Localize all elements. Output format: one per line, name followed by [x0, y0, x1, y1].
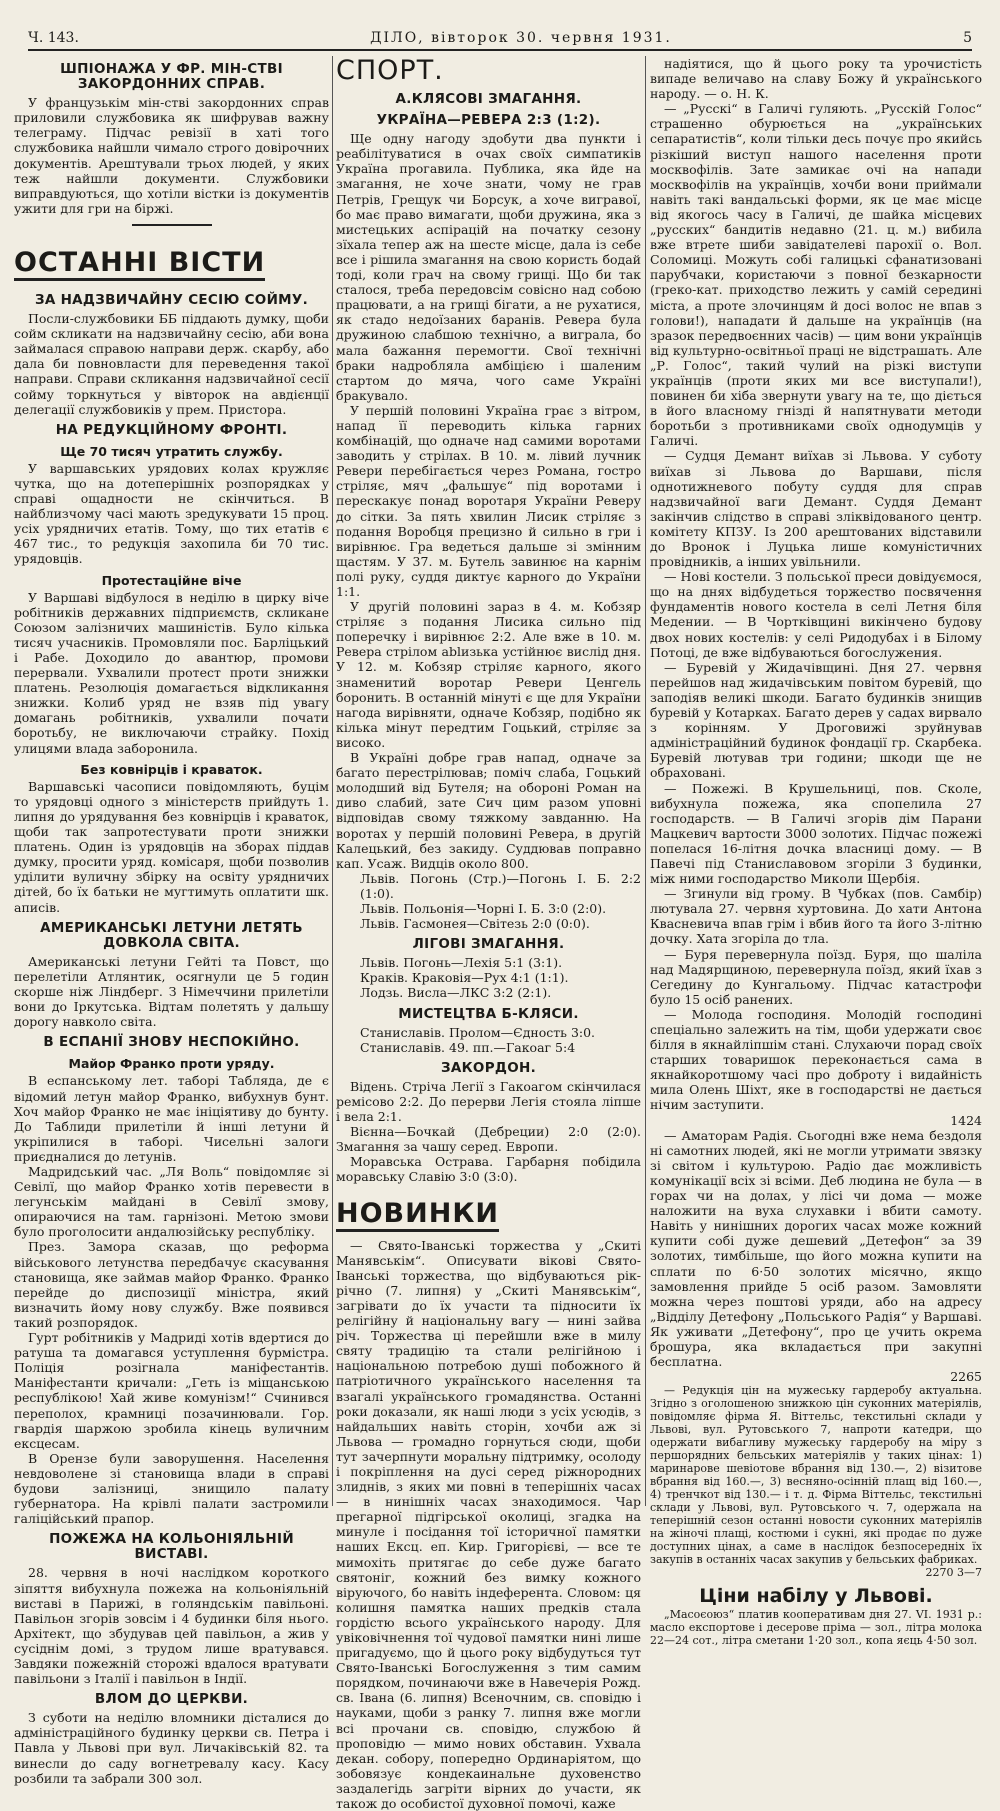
article-title: МИСТЕЦТВА Б-КЛЯСИ.	[398, 1005, 579, 1022]
column-rule-2	[645, 56, 646, 1506]
prices-text: „Масоєоюз“ платив кооперативам дня 27. VI. 1931 р.: масло експортове і десерове пріма — зол., літра молока 22—24 сот., літра сметани 1·20 зол., копа яєць 4·50 зол.	[650, 1608, 982, 1648]
result-line: Станиславів. 49. пп.—Гакоаг 5:4	[360, 1039, 576, 1055]
article-text: В Орензе були заворушення. Населення невдоволене зі становища влади в справі будови залізниці, знищило палату губернатора. На крівлі палати застромили галіційський прапор.	[14, 1450, 329, 1527]
section-title-sport: СПОРТ.	[336, 55, 444, 86]
result-line: Львів. Погонь (Стр.)—Погонь І. Б. 2:2 (1:0).	[360, 870, 641, 901]
article-title: А.КЛЯСОВІ ЗМАГАННЯ.	[395, 91, 582, 107]
article-text: У варшавських урядових колах кружляє чутка, що на дотеперішніх розпорядках у справі ощадности не скінчиться. В найблизчому часі мають зредукувати 15 проц. усіх урядничих етатів. Тому, що тих етатів є 467 тис., то редукція захопила би 70 тис. урядовців.	[14, 460, 329, 567]
result-line: Станиславів. Пролом—Єдность 3:0.	[360, 1024, 596, 1040]
masthead: ДІЛО, вівторок 30. червня 1931.	[370, 30, 672, 46]
prices-title: Ціни набілу у Львові.	[699, 1585, 933, 1608]
article-text: Американські летуни Гейті та Повст, що перелетіли Атлянтик, осягнули це 5 годин скорше ніж Ліндберг. З Німеччини прилетіли вони до Іркутська. Відтам полетять у дальшу дорогу навколо світа.	[14, 953, 329, 1030]
article-text: надіятися, що й цього року та урочистість випаде величаво на славу Божу й українського народу. — о. Н. К.	[650, 56, 982, 102]
article-title: ШПІОНАЖА У ФР. МІН-СТВІ ЗАКОРДОННИХ СПРАВ.	[60, 61, 283, 93]
article-subtitle: Протестаційне віче	[101, 572, 242, 588]
article-title: В ЕСПАНІЇ ЗНОВУ НЕСПОКІЙНО.	[43, 1034, 300, 1051]
article-text: Моравська Острава. Гарбарня побідила моравську Славію 3:0 (3:0).	[336, 1154, 641, 1185]
article-text: В еспанському лет. таборі Таблядa, де є відомий летун майор Франко, вибухнув бунт. Хоч майор Франко не має ініціятиву до бунту. До Таблиди прилетіли й інші летуни й укріпилися в таборі. Чисельні залоги приєдналися до летунів.	[14, 1073, 329, 1164]
page-number-right: 5	[963, 30, 972, 46]
article-subtitle: Без ковнірців і краваток.	[80, 761, 263, 777]
column-1	[14, 56, 329, 1786]
article-subtitle: Ще 70 тисяч утратить службу.	[60, 443, 283, 459]
column-2	[336, 55, 641, 1811]
news-item: — „Русскі“ в Галичі гуляють. „Русскій Голос“ страшенно обурюється на „українських сепаратистів“, коли тільки десь почує про якийсь різкіший виступ нашого населення проти москвофілів. Зате замикає очі на напади москвофілів на українців, хочби вони приймали навіть такі вандальські форми, як це має місце від якогось часу в Галичі, де шайка місцевих „русских“ бандитів недавно (21. ц. м.) вибила вже втрете шиби завідателеві парохії о. Вол. Соломиці. Можуть собі галицькі сфанатизовані парубчаки, користаючи з повної безкарности (греко-кат. приходство лежить у самій середині міста, а проте злочинцям й досі волос не впав з голови!), нападати й дальше на українців (на зразок передвоєнних часів) — цим вони українців від культурно-освітньої праці не відстрашать. Але „Р. Голос“, такий чулий на різкі виступи українців (проти яких ми все виступали!), повинен би хіба звернути увагу на те, що діється в його власному гнізді й напятнувати методи боротьби з противниками своїх однодумців у Галичі.	[650, 101, 982, 449]
column-3	[650, 56, 982, 1648]
article-title: ВЛОМ ДО ЦЕРКВИ.	[94, 1691, 249, 1708]
column-rule-1	[332, 56, 333, 1506]
article-text: У першій половині Україна грає з вітром, напад її переводить кілька гарних комбінацій, що одначе над самими воротами заводить у стрілах. В 10. м. лівий лучник Ревери перебігається через Романа, гостро стріляє, мяч „фальшує“ під воротами і перескакує понад воротаря України Реверу до сітки. За пять хвилин Лисик стріляє з подання Воробця прецизно й сильно в гри і вирівнює. Гра ведеться дальше зі змінним щастям. У 37. м. Бутель завинює на карнім полі руку, суддя диктує карного до України 1:1.	[336, 402, 641, 599]
article-text: Посли-службовики ББ піддають думку, щоби сойм скликати на надзвичайну сесію, аби вона займалася справою направи держ. скарбу, або дала би повновласти для переведення такої направи. Справи скликання надзвичайної сесії сойму торкнуться у вівторок на авдієнції делегації службовиків у прем. Пристора.	[14, 311, 329, 417]
article-text: У другій половині зараз в 4. м. Кобзяр стріляє з подання Лисика сильно під поперечку і вирівнює 2:2. Але вже в 10. м. Ревера стрілом ablизька устійнює вислід дня. У 12. м. Кобзяр стріляє карного, якого знаменитий воротар Ревери Ценгель боронить. В останній мінуті є ще для України нагода вирівняти, одначе Кобзяр, подібно як кілька мінут передтим Гоцький, стріляє за високо.	[336, 599, 641, 750]
result-line: Львів. Гасмонея—Світезь 2:0 (0:0).	[360, 916, 590, 932]
article-text: Мадридський час. „Ля Воль“ повідомляє зі Севілї, що майор Франко хотів перевести в легунськім майдані в Севілї змову, опираючися на там. гарнізоні. Метою змови було проголосити андалюзійську республіку.	[14, 1164, 329, 1240]
article-text: Вієнна—Бочкай (Дебреции) 2:0 (2:0). Змагання за чашу серед. Европи.	[336, 1124, 641, 1155]
article-text: През. Замора сказав, що реформа військового летунства передбачує скасування становища, яке займав майор Франко. Франко перейде до диспозиції міністра, який визначить йому нову службу. Вже появився такий розпорядок.	[14, 1239, 329, 1330]
result-line: Лодзь. Висла—ЛКС 3:2 (2:1).	[360, 985, 552, 1001]
news-item: — Пожежі. В Крушельниці, пов. Сколе, вибухнула пожежа, яка спопелила 27 господарств. — В Галичі згорів дім Парани Мацкевич вартости 3000 золотих. Підчас пожежі попелася 16-літня дочка власниці дому. — В Павечі під Станиславовом згоріли 3 будинки, між ними господарство Миколи Щербія.	[650, 780, 982, 887]
advert-text: — Аматорам Радія. Сьогодні вже нема бездоля ні самотних людей, які не могли утримати звязку зі світом і культурою. Радіо дає можливість комунікації всіх зі всіми. Деб людина не була — в горах чи на долах, у лісі чи дома — може наложити на вуха слухавки і вбити самоту. Навіть у нинішних дорогих часах може кожний купити собі дуже дешевий „Детефон“ за 39 золотих, тимбільше, що його можна купити на сплати по 6·50 золотих місячно, якщо замовлення прийде 5 осіб разом. Замовляти можна через поштові уряди, або на адресу „Відділу Детефону „Польського Радія“ у Варшаві. Як уживати „Детефону“, про це учить окрема брошура, яка вкладається при закупні бесплатна.	[650, 1127, 982, 1370]
article-text: У Варшаві відбулося в неділю в цирку віче робітників державних підприємств, скликане Союзом залізничих машиністів. Було кілька тисяч учасників. Промовляли пос. Барліцький і Рабе. Доходило до авантюр, промови перервали. Ухвалили протест проти знижки платень. Резолюція домагається відкликання знижки. Колиб уряд не взяв під увагу домагань робітників, ухвалили почати боротьбу, не виключаючи страйку. Похід улицями влада заборонила.	[14, 589, 329, 756]
advert-text: — Редукція цін на мужеську гардеробу актуальна. Згідно з оголошеною знижкою цін суконних матеріялів, повідомляє фірма Я. Віттельс, текстильні склади у Львові, вул. Рутовського 7, напроти катедри, що одержати вибагливу мужеську гардеробу на міру з першорядних бельських матеріялів у таких цінах: 1) маринарове шевіотове вбрання від 130.—, 2) візитове вбрання від 160.—, 3) весняно-осінній плащ від 160.—, 4) тренчкот від 130.— і т. д. Фірма Віттельс, текстильні склади у Львові, вул. Рутовського ч. 7, одержала на теперішній сезон останні новости суконних матеріялів на жіночі плащі, костюми і сукні, які продає по дуже доступних цінах, а саме в наслідок безпосередніх їх закупів в останніх часах закупив у бельських фабриках.	[650, 1384, 982, 1567]
article-title: ЗАКОРДОН.	[440, 1059, 537, 1076]
advert-code: 1424	[950, 1112, 982, 1128]
news-item: — Згинули від грому. В Чубках (пов. Самбір) лютувала 27. червня хуртовина. До хати Антона Квасневича впав грім і вбив його та його 3-літню дочку. Хата згоріла до тла.	[650, 886, 982, 947]
news-item: — Судця Демант виїхав зі Львова. У суботу виїхав зі Львова до Варшави, після однотижневого побуту суддя для справ надзвичайної ваги Демант. Суддя Демант закінчив слідство в справі зліквідованого центр. комітету КПЗУ. Із 200 арештованих відставили до Вронок і Луцька лише комуністичних провідників, а інших увільнили.	[650, 448, 982, 570]
result-line: Львів. Польонія—Чорні І. Б. 3:0 (2:0).	[360, 900, 607, 916]
section-title-latest: ОСТАННІ ВІСТИ	[14, 248, 265, 281]
article-text: 28. червня в ночі наслідком короткого зіпяття вибухнула пожежа на кольоніяльній виставі в Парижі, в голяндськім павільоні. Павільон згорів зовсім і 4 будинки біля нього. Архітект, що збудував цей павільон, а жив у сусіднім домі, з трудом лише вратувався. Завдяки пожежній сторожі вдалося вратувати павільони з Італії і павільон в Індії.	[14, 1565, 329, 1687]
advert-text: — Молода господиня. Молодій господині спеціально залежить на тім, щоби удержати своє білля в якнайліпшім стані. Слухаючи порад своїх старших товаришок переконається сама в якнайкоротшому часі про доброту і видайність мила Олень Шіхт, яке в господарстві не дається нічим заступити.	[650, 1006, 982, 1113]
article-text: Ще одну нагоду здобути два пункти і реабілітуватися в очах своїх симпатиків Україна прогавила. Публика, яка йде на змагання, не хоче знати, чому не грав Петрів, Грещук чи Борсук, а хоче вигравої, бо має право вимагати, щоби дружина, яка з мистецьких аспірацій на початку сезону зїхала тепер аж на шесте місце, дала із себе все і рішила змагання на свою користь бодай тоді, коли грач на свому грищі. Що би так сталося, треба передовсім совісно над собою працювати, а на грищі бігати, а не рухатися, як стадо недоїзаних баранів. Ревера була дружиною слабшою технічно, а виграла, бо мала бажання перемогти. Свої технічні браки надробляла амбіцією і шаленим стартом до мяча, чого саме Україні бракувало.	[336, 131, 641, 403]
article-title: НА РЕДУКЦІЙНОМУ ФРОНТІ.	[55, 421, 288, 438]
article-subtitle: Майор Франко проти уряду.	[68, 1056, 275, 1072]
page-number-left: Ч. 143.	[28, 30, 79, 46]
match-score: УКРАЇНА—РЕВЕРА 2:3 (1:2).	[376, 112, 601, 129]
news-item: — Буря перевернула поїзд. Буря, що шаліла над Мадярщиною, перевернула поїзд, який їхав з Сегедину до Кунгальому. Підчас катастрофи було 15 осіб ранених.	[650, 946, 982, 1007]
article-text: В Україні добре грав напад, одначе за багато перестрілював; поміч слаба, Гоцький молодший від Бутеля; на обороні Роман на диво слабий, зате Сич цим разом уповні відповідав свому тяжкому завданню. На воротах у першій половині Ревера, в другій Калецький, без закиду. Суддював поправно кап. Усаж. Видців около 800.	[336, 750, 641, 871]
running-head	[28, 22, 972, 51]
article-text: — Свято-Іванські торжества у „Скиті Манявськім“. Описувати вікові Свято-Іванські торжества, що відбуваються рік-річно (7. липня) у „Скиті Манявськім“, загрівати до їх участи та підносити їх релігійну й національну вагу — нині зайва річ. Торжества ці перейшли вже в милу святу традицію та стали релігійною і національною потребою душі побожного й патріотичного українського населення та взагалі українського громадянства. Останні роки доказали, як наші люди з усіх усюдів, з найдальших навіть сторін, хочби аж зі Львова — громадно горнуться сюди, щоби тут зачерпнути моральну підтримку, осолоду і покріплення на дусі серед ріжнородних злиднів, з яких ми повні в теперішніх часах — в нинішніх часах знаходимося. Чар прегарної підгірської околиці, згадка на минуле і посідання тої історичної памятки наших Ексц. еп. Кир. Григорієві, — все те мимохіть притягає до себе дуже багато святоніг, кожний без вимку кожного віруючого, бо навіть індеферента. Словом: ця колишня памятка наших предків стала гордістю всього українського народу. Для увіковічнення тої чудової памятки нині лише пригадуємо, що й цього року відбудуться тут Свято-Іванські Богослуження з тим самим порядком, починаючи вже в Навечерія Рожд. св. Івана (6. липня) Всеночним, св. сповідю і науками, щоби з ранку 7. липня вже могли всі прочани св. сповідю, службою й проповідю — мимо нових обставин. Ухвала декан. собору, попередно Ординаріятом, що зобовязує кондекаинальне духовенство заздалегідь загріти вірних до участи, як також до особистої духовної помочі, кажe	[336, 1237, 641, 1811]
article-title: ЛІГОВІ ЗМАГАННЯ.	[412, 936, 565, 953]
article-text: У французькім мін-стві закордонних справ приловили службовика як шифрував важну телеграму. Підчас ревізії в хаті того службовика найшли чимало строго довірочних документів. Арештували трьох людей, у яких теж найшли документи. Службовики виправдуються, що хотіли вістки із документів ужити для гри на біржі.	[14, 95, 329, 216]
advert-code: 2265	[950, 1369, 982, 1385]
advert-code: 2270 3—7	[925, 1566, 982, 1580]
article-title: ЗА НАДЗВИЧАЙНУ СЕСІЮ СОЙМУ.	[34, 291, 309, 308]
article-title: ПОЖЕЖА НА КОЛЬОНІЯЛЬНІЙ ВИСТАВІ.	[49, 1531, 294, 1563]
divider	[132, 224, 212, 226]
article-text: Варшавські часописи повідомляють, буцім то урядовці одного з міністерств прийдуть 1. липня до урядування без ковнірців і краваток, щоби так запротестувати проти знижки платень. Один із урядовців на зборах піддав думку, просити уряд. комісаря, щоби позволив уділити вуличну збірку на освіту урядничих дітей, бо їх батьки не мугтимуть оплатити шк. аписів.	[14, 778, 329, 915]
result-line: Краків. Краковія—Рух 4:1 (1:1).	[360, 970, 569, 986]
article-text: Відень. Стріча Легії з Гакоагом скінчилася ремісово 2:2. До перерви Легія стояла ліпше і вела 2:1.	[336, 1078, 641, 1125]
result-line: Львів. Погонь—Лехія 5:1 (3:1).	[360, 955, 563, 971]
article-text: З суботи на неділю вломники дісталися до адміністраційного будинку церкви св. Петра і Павла у Львові при вул. Личаківській 82. та винесли до саду вогнетревалу касу. Касу розбили та забрали 300 зол.	[14, 1710, 329, 1786]
news-item: — Нові костели. З польської преси довідуємося, що на днях відбудеться торжество посвячення фундаментів нового костела в селі Летня біля Медении. — В Чортківщині викінчено будову двох нових костелів: у селі Ридодубах і в Білому Потоці, де вже відбуваються богослужения.	[650, 569, 982, 660]
news-item: — Буревій у Жидачівщині. Дня 27. червня перейшов над жидачівським повітом буревій, що заподіяв великі шкоди. Багато будинків знищив буревій у Котарках. Багато дерев у садах вирвало з корінням. У Дроговижі зруйнував адміністраційний будинок фондації гр. Скарбека. Буревій лютував три години; шкоди ще не обраховані.	[650, 659, 982, 781]
article-text: Гурт робітників у Мадриді хотів вдертися до ратуша та домагався уступлення бурмістра. Поліція розігнала маніфестантів. Маніфестанти кричали: „Геть із міщанською республікою! Хай живе комунізм!“ Счинився переполох, крамниці позачинювали. Гор. гвардія шаржою зробила кінець вуличним ексцесам.	[14, 1330, 329, 1451]
section-title-news: НОВИНКИ	[336, 1199, 499, 1232]
article-title: АМЕРИКАНСЬКІ ЛЕТУНИ ЛЕТЯТЬ ДОВКОЛА СВІТА.	[40, 919, 303, 951]
